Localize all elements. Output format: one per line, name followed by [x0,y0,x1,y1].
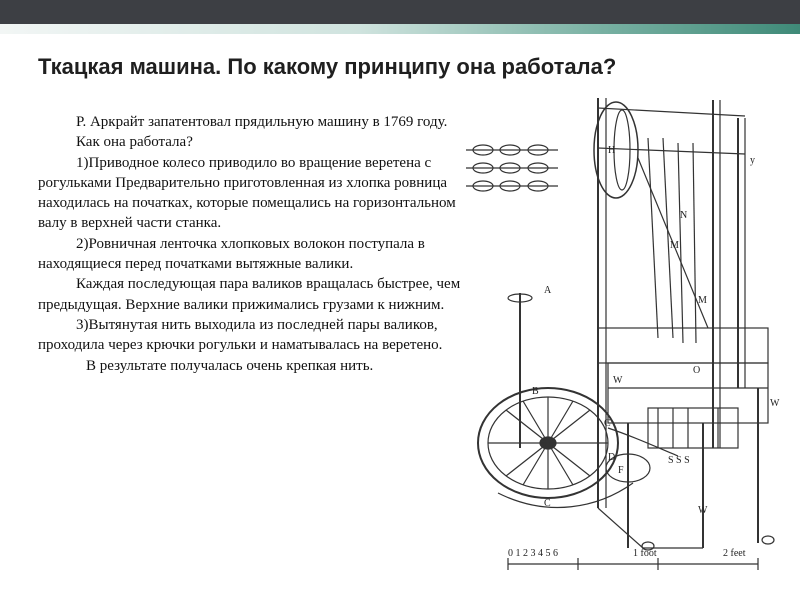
label-f: F [618,465,624,476]
paragraph-patent: Р. Аркрайт запатентовал прядильную машину в 1769 году. [76,114,448,130]
paragraph-step-3: 3)Вытянутая нить выходила из последней пары валиков, проходила через крючки рогульки и наматывалась на веретено. [38,316,443,354]
spinning-frame-illustration [458,88,798,593]
label-m1: M [670,240,679,251]
label-h: H [608,145,616,156]
label-s: S S S [668,455,690,466]
label-c1: C [604,418,611,429]
paragraph-step-2: 2)Ровничная ленточка хлопковых волокон поступала в находящиеся перед початками вытяжные валики. [38,235,425,273]
label-n: N [680,210,688,221]
bobbin-row-icon [466,145,558,191]
label-w3: W [698,505,708,516]
label-a: A [544,285,552,296]
slide-title: Ткацкая машина. По какому принципу она работала? [38,54,617,79]
label-c2: C [544,498,551,509]
scale-foot1: 1 foot [633,548,657,559]
label-m2: M [698,295,707,306]
label-y: y [750,155,755,166]
paragraph-rollers: Каждая последующая пара валиков вращалась быстрее, чем предыдущая. Верхние валики прижимались грузами к нижним. [38,276,461,313]
paragraph-question: Как она работала? [76,134,193,151]
top-bar [0,0,800,24]
spinning-frame-drawing [458,88,798,593]
paragraph-step-1: 1)Приводное колесо приводило во вращение веретена с рогульками Предварительно приготовленная из хлопка ровница находилась на початках, которые помещались на горизонтальном валу в верхней части станка. [38,154,456,232]
paragraph-result: В результате получалась очень крепкая нить. [86,357,374,374]
slide-body-text [38,112,468,376]
label-w2: W [770,398,780,409]
label-d: D [608,452,616,463]
accent-stripe [0,24,800,34]
scale-ticks: 0 1 2 3 4 5 6 [508,548,558,559]
label-b: B [532,386,539,397]
label-w1: W [613,375,623,386]
scale-foot2: 2 feet [723,548,746,559]
label-o: O [693,365,701,376]
